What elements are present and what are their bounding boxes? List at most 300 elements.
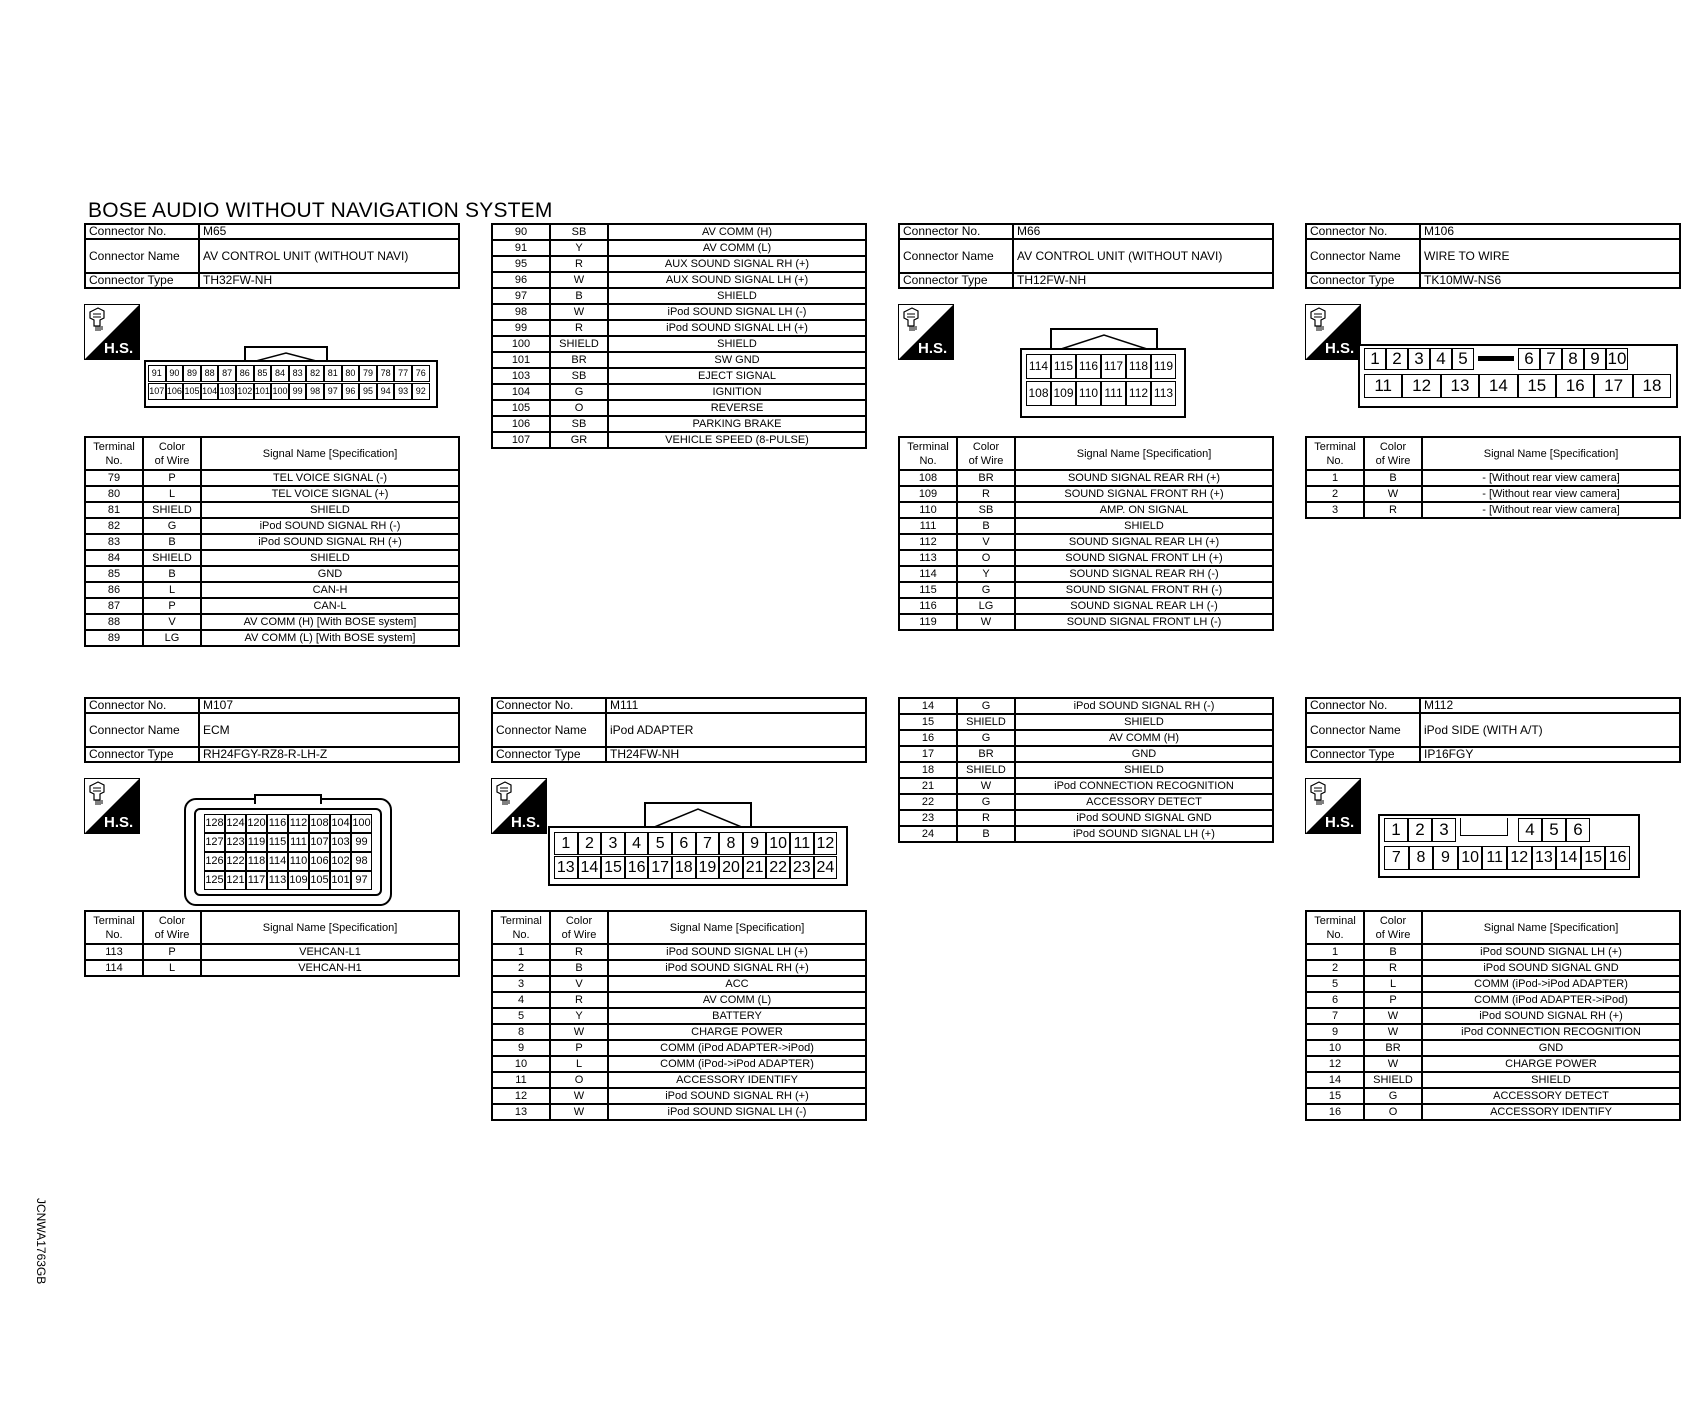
table-row: [1306, 1040, 1680, 1056]
hs-icon: [84, 304, 140, 360]
pin-12: 12: [1507, 846, 1532, 870]
signal-name: AV COMM (H) [With BOSE system]: [201, 614, 459, 630]
pin-106: 106: [166, 383, 184, 400]
table-row: [492, 992, 866, 1008]
info-value: M65: [199, 224, 459, 239]
pin-108: 108: [1026, 381, 1051, 406]
pin-111: 111: [288, 833, 309, 852]
wire-color: R: [957, 486, 1015, 502]
pin-90: 90: [166, 365, 184, 382]
table-row: [492, 976, 866, 992]
signal-name: AUX SOUND SIGNAL RH (+): [608, 256, 866, 272]
figure-code: JCNWA1763GB: [34, 1198, 48, 1285]
terminal-no: 22: [899, 794, 957, 810]
signal-name: iPod SOUND SIGNAL LH (-): [608, 1104, 866, 1120]
wire-color: W: [550, 304, 608, 320]
wire-color: R: [550, 320, 608, 336]
wire-color: R: [550, 944, 608, 960]
signal-name-header: Signal Name [Specification]: [201, 437, 459, 470]
wire-color: G: [957, 698, 1015, 714]
terminal-no: 2: [1306, 960, 1364, 976]
table-row: [1306, 1024, 1680, 1040]
wire-color: B: [143, 534, 201, 550]
terminal-no: 21: [899, 778, 957, 794]
terminal-no: 119: [899, 614, 957, 630]
signal-name: CAN-H: [201, 582, 459, 598]
signal-name: CHARGE POWER: [1422, 1056, 1680, 1072]
terminal-no-header: Terminal No.: [85, 911, 143, 944]
wire-color: L: [143, 582, 201, 598]
terminal-no: 82: [85, 518, 143, 534]
table-row: [492, 1088, 866, 1104]
table-row: [85, 582, 459, 598]
signal-name: SHIELD: [608, 288, 866, 304]
pin-108: 108: [309, 814, 330, 833]
pin-9: 9: [743, 832, 767, 855]
pin-13: 13: [1441, 374, 1479, 398]
terminal-no: 7: [1306, 1008, 1364, 1024]
pin-111: 111: [1101, 381, 1126, 406]
signal-name: ACCESSORY IDENTIFY: [1422, 1104, 1680, 1120]
pin-1: 1: [1384, 818, 1408, 842]
wire-color: L: [550, 1056, 608, 1072]
signal-name: iPod CONNECTION RECOGNITION: [1015, 778, 1273, 794]
table-row: [492, 304, 866, 320]
pin-104: 104: [201, 383, 219, 400]
terminal-no: 90: [492, 224, 550, 240]
pin-126: 126: [204, 852, 225, 871]
pin-97: 97: [324, 383, 342, 400]
table-row: [85, 518, 459, 534]
table-row: [899, 826, 1273, 842]
info-row: [1306, 713, 1680, 747]
terminal-no: 6: [1306, 992, 1364, 1008]
terminal-no: 112: [899, 534, 957, 550]
info-value: M107: [199, 698, 459, 713]
wire-color: R: [1364, 960, 1422, 976]
terminal-no: 101: [492, 352, 550, 368]
table-row: [899, 794, 1273, 810]
wire-color: G: [550, 384, 608, 400]
table-row: [1306, 502, 1680, 518]
wire-color: W: [550, 1024, 608, 1040]
signal-name: - [Without rear view camera]: [1422, 470, 1680, 486]
wire-color: G: [143, 518, 201, 534]
terminal-no: 3: [1306, 502, 1364, 518]
pin-20: 20: [719, 856, 743, 879]
hs-label: H.S.: [511, 814, 541, 831]
page-title: BOSE AUDIO WITHOUT NAVIGATION SYSTEM: [88, 199, 553, 222]
signal-name: AMP. ON SIGNAL: [1015, 502, 1273, 518]
terminal-no: 10: [1306, 1040, 1364, 1056]
pin-102: 102: [236, 383, 254, 400]
pin-115: 115: [1051, 354, 1076, 379]
table-row: [492, 336, 866, 352]
pin-16: 16: [1605, 846, 1630, 870]
signal-name: ACCESSORY DETECT: [1422, 1088, 1680, 1104]
table-row: [85, 614, 459, 630]
pin-10: 10: [766, 832, 790, 855]
wire-color: SB: [550, 416, 608, 432]
pin-4: 4: [625, 832, 649, 855]
terminal-no: 10: [492, 1056, 550, 1072]
table-row: [899, 470, 1273, 486]
terminal-no: 88: [85, 614, 143, 630]
terminal-no: 23: [899, 810, 957, 826]
info-row: [1306, 698, 1680, 713]
m112-terminal-table: [1305, 910, 1681, 1121]
pin-80: 80: [342, 365, 360, 382]
info-row: [85, 224, 459, 239]
pin-17: 17: [648, 856, 672, 879]
terminal-no: 97: [492, 288, 550, 304]
pin-95: 95: [359, 383, 377, 400]
pin-11: 11: [1364, 374, 1402, 398]
signal-name: SOUND SIGNAL FRONT LH (-): [1015, 614, 1273, 630]
terminal-no: 113: [85, 944, 143, 960]
signal-name: SHIELD: [201, 502, 459, 518]
table-row: [1306, 486, 1680, 502]
pin-100: 100: [351, 814, 372, 833]
wire-color: W: [1364, 486, 1422, 502]
terminal-no: 14: [1306, 1072, 1364, 1088]
signal-name: COMM (iPod->iPod ADAPTER): [608, 1056, 866, 1072]
info-row: [1306, 239, 1680, 273]
m107-info-table: [84, 697, 460, 763]
pin-12: 12: [1402, 374, 1440, 398]
info-label: Connector Type: [85, 747, 199, 762]
table-row: [85, 598, 459, 614]
signal-name: SOUND SIGNAL REAR LH (-): [1015, 598, 1273, 614]
pin-118: 118: [1126, 354, 1151, 379]
m111-info-table: [491, 697, 867, 763]
pin-1: 1: [554, 832, 578, 855]
info-row: [899, 239, 1273, 273]
wire-color: V: [143, 614, 201, 630]
pin-2: 2: [1408, 818, 1432, 842]
wire-color: G: [957, 582, 1015, 598]
info-label: Connector Type: [1306, 273, 1420, 288]
pin-19: 19: [696, 856, 720, 879]
terminal-no-header: Terminal No.: [1306, 911, 1364, 944]
table-row: [899, 502, 1273, 518]
hs-icon: [1305, 778, 1361, 834]
signal-name: iPod SOUND SIGNAL LH (+): [1422, 944, 1680, 960]
terminal-no: 104: [492, 384, 550, 400]
wire-color: P: [1364, 992, 1422, 1008]
wire-color: W: [1364, 1056, 1422, 1072]
hs-label: H.S.: [104, 340, 134, 357]
info-label: Connector Name: [85, 713, 199, 747]
signal-name: AUX SOUND SIGNAL LH (+): [608, 272, 866, 288]
pin-113: 113: [267, 871, 288, 890]
terminal-no: 96: [492, 272, 550, 288]
signal-name: iPod SOUND SIGNAL RH (-): [1015, 698, 1273, 714]
pin-15: 15: [601, 856, 625, 879]
info-label: Connector No.: [492, 698, 606, 713]
terminal-no: 86: [85, 582, 143, 598]
signal-name: SW GND: [608, 352, 866, 368]
terminal-no: 9: [1306, 1024, 1364, 1040]
table-row: [492, 944, 866, 960]
table-row: [899, 550, 1273, 566]
terminal-no: 116: [899, 598, 957, 614]
wire-color: R: [957, 810, 1015, 826]
pin-82: 82: [306, 365, 324, 382]
info-label: Connector Type: [85, 273, 199, 288]
info-label: Connector Type: [899, 273, 1013, 288]
signal-name: COMM (iPod ADAPTER->iPod): [1422, 992, 1680, 1008]
terminal-no: 85: [85, 566, 143, 582]
terminal-no: 24: [899, 826, 957, 842]
terminal-header-row: [1306, 911, 1680, 944]
signal-name: VEHCAN-H1: [201, 960, 459, 976]
pin-11: 11: [1482, 846, 1507, 870]
color-header: Color of Wire: [550, 911, 608, 944]
table-row: [492, 368, 866, 384]
pin-96: 96: [342, 383, 360, 400]
table-row: [492, 224, 866, 240]
pin-114: 114: [267, 852, 288, 871]
terminal-no: 108: [899, 470, 957, 486]
signal-name: CHARGE POWER: [608, 1024, 866, 1040]
wire-color: SB: [550, 368, 608, 384]
pin-100: 100: [271, 383, 289, 400]
info-row: [85, 747, 459, 762]
wire-color: O: [550, 400, 608, 416]
pin-8: 8: [719, 832, 743, 855]
info-value: AV CONTROL UNIT (WITHOUT NAVI): [199, 239, 459, 273]
wire-color: W: [550, 1104, 608, 1120]
table-row: [492, 288, 866, 304]
pin-112: 112: [1126, 381, 1151, 406]
table-row: [492, 1024, 866, 1040]
table-row: [492, 1104, 866, 1120]
color-header: Color of Wire: [1364, 911, 1422, 944]
terminal-no: 17: [899, 746, 957, 762]
m66-info-table: [898, 223, 1274, 289]
table-row: [1306, 944, 1680, 960]
wire-color: BR: [957, 470, 1015, 486]
wire-color: O: [957, 550, 1015, 566]
info-label: Connector No.: [85, 698, 199, 713]
pin-6: 6: [1518, 348, 1540, 370]
table-row: [899, 534, 1273, 550]
signal-name: iPod SOUND SIGNAL RH (+): [608, 1088, 866, 1104]
terminal-header-row: [899, 437, 1273, 470]
pin-113: 113: [1151, 381, 1176, 406]
info-label: Connector No.: [899, 224, 1013, 239]
terminal-no: 2: [492, 960, 550, 976]
pin-8: 8: [1409, 846, 1434, 870]
pin-86: 86: [236, 365, 254, 382]
table-row: [85, 960, 459, 976]
terminal-no: 107: [492, 432, 550, 448]
info-row: [492, 698, 866, 713]
pin-106: 106: [309, 852, 330, 871]
pin-116: 116: [267, 814, 288, 833]
pin-105: 105: [183, 383, 201, 400]
pin-107: 107: [148, 383, 166, 400]
pin-21: 21: [743, 856, 767, 879]
pin-99: 99: [289, 383, 307, 400]
hs-label: H.S.: [1325, 814, 1355, 831]
wire-color: G: [957, 794, 1015, 810]
table-row: [85, 486, 459, 502]
wire-color: O: [550, 1072, 608, 1088]
signal-name-header: Signal Name [Specification]: [608, 911, 866, 944]
terminal-no: 13: [492, 1104, 550, 1120]
terminal-no: 106: [492, 416, 550, 432]
table-row: [1306, 1008, 1680, 1024]
wire-color: BR: [1364, 1040, 1422, 1056]
terminal-no: 15: [899, 714, 957, 730]
pin-14: 14: [1479, 374, 1517, 398]
terminal-no: 114: [85, 960, 143, 976]
table-row: [492, 1040, 866, 1056]
wire-color: L: [143, 486, 201, 502]
terminal-no: 83: [85, 534, 143, 550]
pin-120: 120: [246, 814, 267, 833]
terminal-no-header: Terminal No.: [899, 437, 957, 470]
signal-name: VEHICLE SPEED (8-PULSE): [608, 432, 866, 448]
terminal-no: 12: [1306, 1056, 1364, 1072]
pin-85: 85: [254, 365, 272, 382]
signal-name: AV COMM (L) [With BOSE system]: [201, 630, 459, 646]
pin-101: 101: [254, 383, 272, 400]
table-row: [85, 630, 459, 646]
table-row: [899, 730, 1273, 746]
terminal-no: 11: [492, 1072, 550, 1088]
wire-color: LG: [957, 598, 1015, 614]
pin-87: 87: [218, 365, 236, 382]
terminal-no: 4: [492, 992, 550, 1008]
signal-name: BATTERY: [608, 1008, 866, 1024]
hs-label: H.S.: [1325, 340, 1355, 357]
info-value: TK10MW-NS6: [1420, 273, 1680, 288]
color-header: Color of Wire: [143, 437, 201, 470]
terminal-no: 1: [1306, 944, 1364, 960]
m65-terminal-table-continued: [491, 223, 867, 449]
pin-18: 18: [1633, 374, 1671, 398]
wire-color: B: [550, 288, 608, 304]
info-value: M111: [606, 698, 866, 713]
m111-terminal-table: [491, 910, 867, 1121]
m66-connector-face: [1020, 328, 1184, 416]
info-value: TH32FW-NH: [199, 273, 459, 288]
terminal-header-row: [85, 911, 459, 944]
table-row: [899, 486, 1273, 502]
table-row: [492, 384, 866, 400]
terminal-no: 80: [85, 486, 143, 502]
info-row: [1306, 273, 1680, 288]
signal-name: AV COMM (L): [608, 240, 866, 256]
hs-icon: [898, 304, 954, 360]
table-row: [492, 432, 866, 448]
m111-terminal-table-continued: [898, 697, 1274, 843]
m106-connector-face: [1358, 344, 1676, 406]
wire-color: V: [957, 534, 1015, 550]
info-value: M106: [1420, 224, 1680, 239]
pin-15: 15: [1581, 846, 1606, 870]
terminal-no: 15: [1306, 1088, 1364, 1104]
wire-color: Y: [957, 566, 1015, 582]
signal-name: SOUND SIGNAL FRONT RH (+): [1015, 486, 1273, 502]
wire-color: R: [1364, 502, 1422, 518]
terminal-no: 99: [492, 320, 550, 336]
pin-121: 121: [225, 871, 246, 890]
pin-98: 98: [351, 852, 372, 871]
pin-79: 79: [359, 365, 377, 382]
hs-label: H.S.: [104, 814, 134, 831]
terminal-header-row: [1306, 437, 1680, 470]
info-label: Connector Name: [1306, 239, 1420, 273]
pin-94: 94: [377, 383, 395, 400]
table-row: [899, 746, 1273, 762]
table-row: [1306, 992, 1680, 1008]
terminal-no: 1: [1306, 470, 1364, 486]
pin-77: 77: [394, 365, 412, 382]
pin-7: 7: [696, 832, 720, 855]
info-value: TH24FW-NH: [606, 747, 866, 762]
pin-128: 128: [204, 814, 225, 833]
terminal-header-row: [492, 911, 866, 944]
table-row: [492, 1008, 866, 1024]
terminal-no: 8: [492, 1024, 550, 1040]
pin-109: 109: [288, 871, 309, 890]
info-row: [899, 224, 1273, 239]
info-row: [899, 273, 1273, 288]
signal-name: GND: [201, 566, 459, 582]
pin-107: 107: [309, 833, 330, 852]
table-row: [1306, 1072, 1680, 1088]
terminal-no: 81: [85, 502, 143, 518]
signal-name: ACC: [608, 976, 866, 992]
terminal-no: 16: [1306, 1104, 1364, 1120]
pin-2: 2: [578, 832, 602, 855]
m65-connector-face: [144, 346, 436, 406]
pin-103: 103: [330, 833, 351, 852]
terminal-no-header: Terminal No.: [85, 437, 143, 470]
signal-name: - [Without rear view camera]: [1422, 502, 1680, 518]
wire-color: LG: [143, 630, 201, 646]
pin-18: 18: [672, 856, 696, 879]
wire-color: SHIELD: [143, 502, 201, 518]
info-value: TH12FW-NH: [1013, 273, 1273, 288]
terminal-no: 5: [492, 1008, 550, 1024]
pin-117: 117: [246, 871, 267, 890]
table-row: [899, 698, 1273, 714]
pin-98: 98: [306, 383, 324, 400]
table-row: [85, 502, 459, 518]
pin-109: 109: [1051, 381, 1076, 406]
info-value: AV CONTROL UNIT (WITHOUT NAVI): [1013, 239, 1273, 273]
pin-105: 105: [309, 871, 330, 890]
signal-name: IGNITION: [608, 384, 866, 400]
pin-3: 3: [1432, 818, 1456, 842]
pin-101: 101: [330, 871, 351, 890]
pin-103: 103: [218, 383, 236, 400]
pin-125: 125: [204, 871, 225, 890]
m107-connector-face: [184, 794, 392, 906]
signal-name-header: Signal Name [Specification]: [1422, 437, 1680, 470]
table-row: [492, 272, 866, 288]
info-label: Connector Type: [1306, 747, 1420, 762]
terminal-no: 109: [899, 486, 957, 502]
table-row: [1306, 976, 1680, 992]
table-row: [492, 256, 866, 272]
wire-color: Y: [550, 1008, 608, 1024]
